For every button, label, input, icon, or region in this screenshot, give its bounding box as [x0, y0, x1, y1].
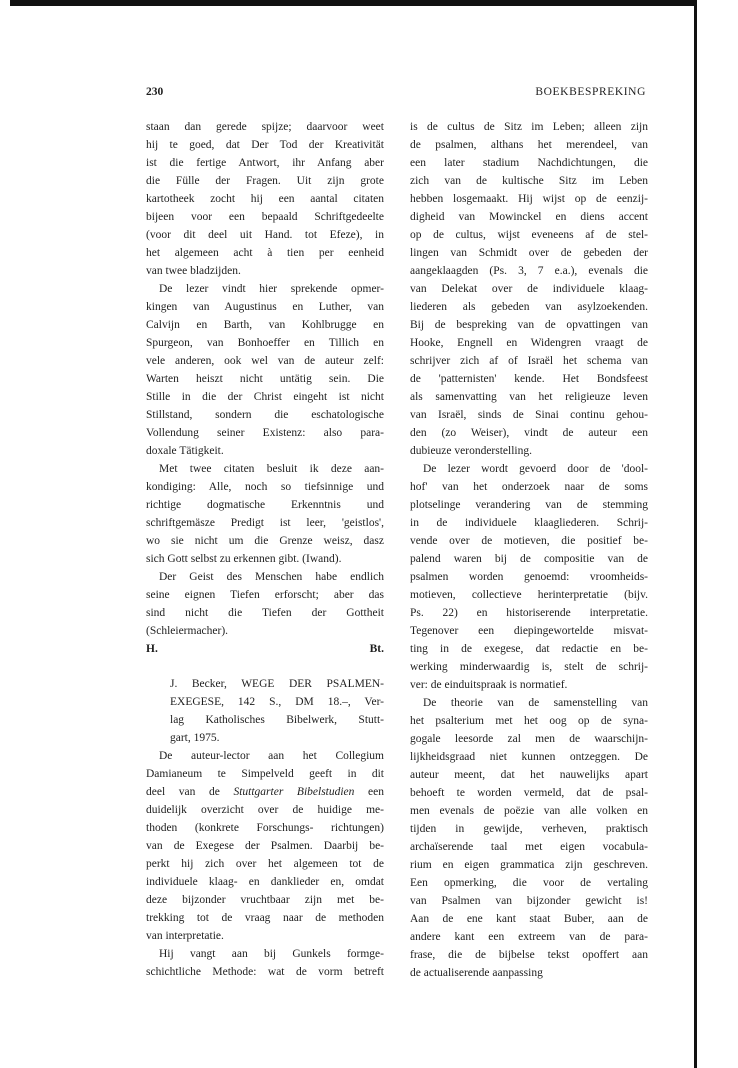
text-line: psalmen worden genoemd: vroomheids- — [410, 571, 648, 583]
text-line: duidelijk overzicht over de huidige me- — [146, 804, 384, 816]
text-line: digheid van Mowinckel en diens accent — [410, 211, 648, 223]
text-line: De theorie van de samenstelling van — [423, 697, 648, 709]
text-line: Stille in die der Christ eingeht ist nicht — [146, 391, 384, 403]
text-line: plotselinge verandering van de stemming — [410, 499, 648, 511]
text-line: die Fülle der Fragen. Uit zijn grote — [146, 175, 384, 187]
text-line: behoeft te worden vermeld, dat de psal- — [410, 787, 648, 799]
text-line: Hij vangt aan bij Gunkels formge- — [159, 948, 384, 960]
text-line: schichtliche Methode: wat de vorm betreft — [146, 966, 384, 978]
text-line: (voor dit deel uit Hand. tot Efeze), in — [146, 229, 384, 241]
text-line: motieven, collectieve herinterpretatie (bijv. — [410, 589, 648, 601]
text-line: van Israël, sinds de Sinai continu gehou- — [410, 409, 648, 421]
text-line: lijkheidsgraad niet kunnen ontzeggen. De — [410, 751, 648, 763]
text-line: lingen van Schmidt over de gebeden der — [410, 247, 648, 259]
text-line: ist die fertige Antwort, ihr Anfang aber — [146, 157, 384, 169]
text-line: hof' van het onderzoek naar de soms — [410, 481, 648, 493]
text-line: van Psalmen van bijzonder gewicht is! — [410, 895, 648, 907]
text-line: ting in de exegese, dat redactie en be- — [410, 643, 648, 655]
text-line: frase, die de bijbelse tekst opoffert aan — [410, 949, 648, 961]
text-line: palend waren bij de compositie van de — [410, 553, 648, 565]
text-line: tijden in gewijde, verheven, praktisch — [410, 823, 648, 835]
text-line: Damianeum te Simpelveld geeft in dit — [146, 768, 384, 780]
text-line: als samenvatting van het religieuze leven — [410, 391, 648, 403]
text-line: een later stadium Nachdichtungen, die — [410, 157, 648, 169]
text-line: staan dan gerede spijze; daarvoor weet — [146, 121, 384, 133]
text-line: richtige dogmatische Erkenntnis und — [146, 499, 384, 511]
text-line: perkt hij zich over het algemeen tot de — [146, 858, 384, 870]
running-head: BOEKBESPREKING — [535, 86, 646, 98]
text-line: deze bijzonder vruchtbaar zijn met be- — [146, 894, 384, 906]
text-line: Stillstand, sondern die eschatologische — [146, 409, 384, 421]
text-line: De auteur-lector aan het Collegium — [159, 750, 384, 762]
text-line: het psalterium met het oog op de syna- — [410, 715, 648, 727]
text-line: vende over de motieven, die positief be- — [410, 535, 648, 547]
text-line: doxale Tätigkeit. — [146, 445, 224, 457]
text-line: rium en eigen grammatica zijn geschreven. — [410, 859, 648, 871]
signature-initial: H. — [146, 643, 158, 655]
text-line: op de cultus, wijst eveneens af de stel- — [410, 229, 648, 241]
text-line: liederen als gebeden van asylzoekenden. — [410, 301, 648, 313]
text-line: aangeklaagden (Ps. 3, 7 e.a.), evenals die — [410, 265, 648, 277]
text-line: andere kant een extreem van de para- — [410, 931, 648, 943]
text-line: dubieuze veronderstelling. — [410, 445, 532, 457]
text-line: De lezer wordt gevoerd door de 'dool- — [423, 463, 648, 475]
text-line: de psalmen, althans het merendeel, van — [410, 139, 648, 151]
text-line: de 'patternisten' kende. Het Bondsfeest — [410, 373, 648, 385]
text-line: Aan de ene kant staat Buber, aan de — [410, 913, 648, 925]
text-line: de actualiserende aanpassing — [410, 967, 543, 979]
text-line: kondiging: Alle, noch so tiefsinnige und — [146, 481, 384, 493]
section-gap — [146, 658, 384, 675]
text-line: sind nicht die Tiefen der Gottheit — [146, 607, 384, 619]
text-line: van interpretatie. — [146, 930, 224, 942]
text-line: is de cultus de Sitz im Leben; alleen zijn — [410, 121, 648, 133]
scan-right-edge — [694, 0, 697, 1068]
scan-top-edge — [10, 0, 696, 6]
text-line: men evenals de poëzie van alle volken en — [410, 805, 648, 817]
text-line: seine eignen Tiefen erforscht; aber das — [146, 589, 384, 601]
text-line: werking minderwaardig is, stelt de schrij- — [410, 661, 648, 673]
text-line: individuele klaag- en danklieder en, omdat — [146, 876, 384, 888]
text-line: schriftgemäsze Predigt ist leer, 'geistlos', — [146, 517, 384, 529]
text-line: Bij de bespreking van de opvattingen van — [410, 319, 648, 331]
text-line: hij te goed, dat Der Tod der Kreativität — [146, 139, 384, 151]
review-heading-line: lag Katholisches Bibelwerk, Stutt- — [170, 714, 384, 726]
text-line: den (zo Weiser), vindt de auteur een — [410, 427, 648, 439]
review-heading-line: gart, 1975. — [170, 732, 220, 744]
text-line: Hooke, Engnell en Widengren vraagt de — [410, 337, 648, 349]
text-line: zich van de kultische Sitz im Leben — [410, 175, 648, 187]
page-header — [146, 86, 646, 102]
text-line: Een opmerking, die voor de vertaling — [410, 877, 648, 889]
text-line: het algemeen acht à tien per eenheid — [146, 247, 384, 259]
text-line: De lezer vindt hier sprekende opmer- — [159, 283, 384, 295]
right-column — [410, 118, 648, 982]
text-line: bijeen voor een bepaald Schriftgedeelte — [146, 211, 384, 223]
review-heading-line: J. Becker, WEGE DER PSALMEN- — [170, 678, 384, 690]
text-line: Ps. 22) en historiserende interpretatie. — [410, 607, 648, 619]
text-line: Calvijn en Barth, van Kohlbrugge en — [146, 319, 384, 331]
text-line: Spurgeon, van Bonhoeffer en Tillich en — [146, 337, 384, 349]
review-heading-line: EXEGESE, 142 S., DM 18.–, Ver- — [170, 696, 384, 708]
text-line — [146, 783, 384, 801]
text-line: Met twee citaten besluit ik deze aan- — [159, 463, 384, 475]
text-line: in de individuele klaagliederen. Schrij- — [410, 517, 648, 529]
text-line: Der Geist des Menschen habe endlich — [159, 571, 384, 583]
text-line: (Schleiermacher). — [146, 625, 229, 637]
text-line: hebben losgemaakt. Hij wijst op de eenzij- — [410, 193, 648, 205]
text-line: schrijver zich af of Israël het schema van — [410, 355, 648, 367]
text-line: archaïserende taal met eigen vocabula- — [410, 841, 648, 853]
text-line: Warten heiszt nicht untätig sein. Die — [146, 373, 384, 385]
text-line: ver: de einduitspraak is normatief. — [410, 679, 568, 691]
series-title: Stuttgarter Bibelstudien — [233, 786, 355, 798]
text-run: een — [354, 786, 384, 798]
signature-author: Bt. — [369, 643, 384, 655]
text-line: Tegenover een diepingewortelde misvat- — [410, 625, 648, 637]
text-line: kingen van Augustinus en Luther, van — [146, 301, 384, 313]
text-line: thoden (konkrete Forschungs- richtungen) — [146, 822, 384, 834]
text-line: kartotheek zocht hij een aantal citaten — [146, 193, 384, 205]
text-line: van twee bladzijden. — [146, 265, 241, 277]
left-column — [146, 118, 384, 981]
text-line: sich Gott selbst zu erkennen gibt. (Iwand). — [146, 553, 342, 565]
page-number: 230 — [146, 86, 164, 98]
text-line: gogale leesorde zal men de waarschijn- — [410, 733, 648, 745]
text-line: vele anderen, ook wel van de auteur zelf: — [146, 355, 384, 367]
text-line: trekking tot de vraag naar de methoden — [146, 912, 384, 924]
review-signature — [146, 640, 384, 658]
text-line: wo sie nicht um die Grenze weisz, dasz — [146, 535, 384, 547]
text-line: Vollendung seiner Existenz: also para- — [146, 427, 384, 439]
text-line: van de Exegese der Psalmen. Daarbij be- — [146, 840, 384, 852]
text-line: auteur meent, dat het nauwelijks apart — [410, 769, 648, 781]
text-run: deel van de — [146, 786, 234, 798]
text-line: van Delekat over de individuele klaag- — [410, 283, 648, 295]
